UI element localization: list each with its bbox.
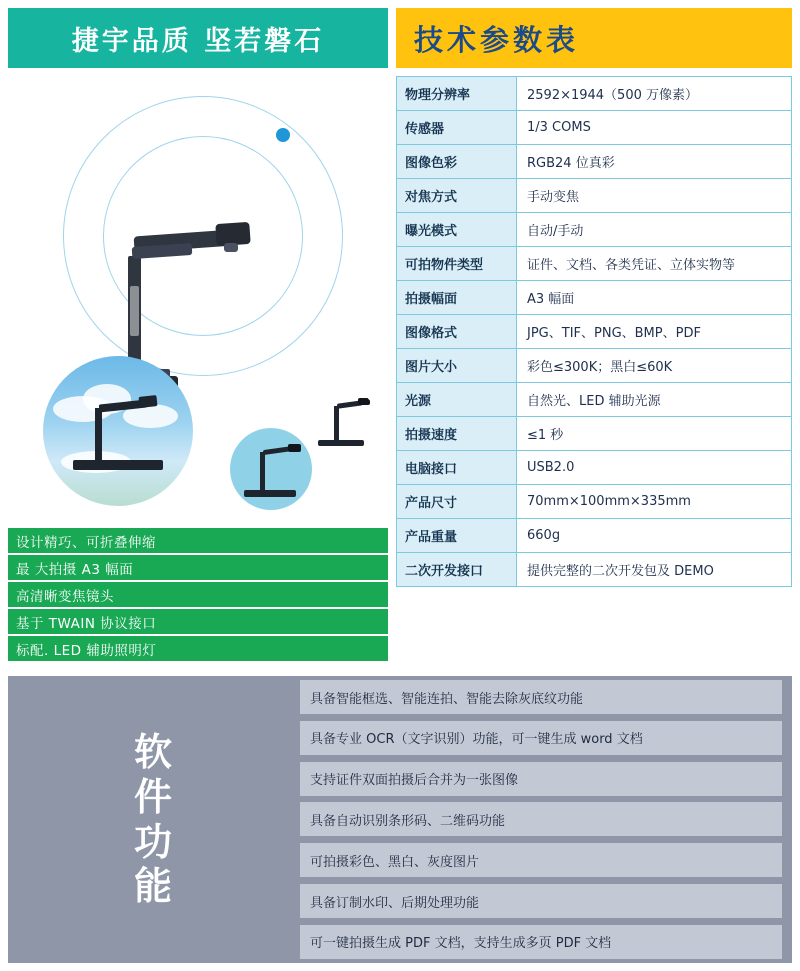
table-row [397,485,792,519]
title-char: 能 [133,864,174,909]
software-functions-section [8,676,792,963]
device-column-extension [130,286,139,336]
table-row [397,553,792,587]
spec-value: 手动变焦 [517,179,792,213]
spec-key: 图像格式 [397,315,517,349]
device-lens [224,243,238,252]
title-char: 件 [133,774,174,819]
spec-value: 证件、文档、各类凭证、立体实物等 [517,247,792,281]
spec-key: 电脑接口 [397,451,517,485]
table-row [397,179,792,213]
list-item: 具备智能框选、智能连拍、智能去除灰底纹功能 [300,680,782,714]
spec-value: USB2.0 [517,451,792,485]
mini-device-base [73,460,163,470]
software-functions-list [300,676,792,963]
spec-banner [396,8,792,68]
spec-value: 2592×1944（500 万像素） [517,77,792,111]
list-item: 可一键拍摄生成 PDF 文档，支持生成多页 PDF 文档 [300,925,782,959]
table-row [397,451,792,485]
thumb2-device-column [334,406,339,441]
mini-device-head [138,395,157,408]
spec-value: JPG、TIF、PNG、BMP、PDF [517,315,792,349]
brand-banner [8,8,388,68]
spec-key: 图片大小 [397,349,517,383]
spec-value: ≤1 秒 [517,417,792,451]
spec-value: 70mm×100mm×335mm [517,485,792,519]
brand-banner-text: 捷宇品质 坚若磐石 [71,25,325,57]
thumb2-device-base [318,440,364,446]
spec-key: 产品重量 [397,519,517,553]
title-char: 软 [133,729,174,774]
list-item: 可拍摄彩色、黑白、灰度图片 [300,843,782,877]
device-thumbnail-circle-white [308,388,378,458]
table-row [397,383,792,417]
product-image-panel [8,76,388,516]
table-row [397,349,792,383]
list-item: 具备专业 OCR（文字识别）功能，可一键生成 word 文档 [300,721,782,755]
spec-value: RGB24 位真彩 [517,145,792,179]
table-row [397,77,792,111]
spec-key: 可拍物件类型 [397,247,517,281]
spec-key: 传感器 [397,111,517,145]
spec-banner-text: 技术参数表 [414,22,580,57]
thumb-device-column [260,452,265,491]
spec-value: 自然光、LED 辅助光源 [517,383,792,417]
table-row [397,281,792,315]
spec-value: A3 幅面 [517,281,792,315]
table-row [397,519,792,553]
table-row [397,111,792,145]
spec-key: 曝光模式 [397,213,517,247]
feature-item: 基于 TWAIN 协议接口 [8,609,388,634]
table-row [397,315,792,349]
spec-key: 对焦方式 [397,179,517,213]
feature-item: 标配. LED 辅助照明灯 [8,636,388,661]
spec-key: 物理分辨率 [397,77,517,111]
device-thumbnail-circle-blue [230,428,312,510]
spec-key: 拍摄速度 [397,417,517,451]
spec-value: 彩色≤300K；黑白≤60K [517,349,792,383]
mini-device-column [95,408,102,462]
thumb2-device-head [358,398,370,405]
spec-key: 产品尺寸 [397,485,517,519]
table-row [397,213,792,247]
thumb-device-base [244,490,296,497]
title-char: 功 [133,819,174,864]
spec-key: 拍摄幅面 [397,281,517,315]
spec-key: 二次开发接口 [397,553,517,587]
software-functions-title [8,676,300,963]
feature-item: 最 大拍摄 A3 幅面 [8,555,388,580]
feature-item: 高清晰变焦镜头 [8,582,388,607]
spec-value: 自动/手动 [517,213,792,247]
table-row [397,247,792,281]
spec-key: 图像色彩 [397,145,517,179]
specification-table [396,76,792,587]
sky-photo-circle [43,356,193,506]
list-item: 支持证件双面拍摄后合并为一张图像 [300,762,782,796]
table-row [397,145,792,179]
thumb-device-head [288,444,301,452]
spec-value: 660g [517,519,792,553]
decorative-dot [276,128,290,142]
list-item: 具备订制水印、后期处理功能 [300,884,782,918]
feature-list [8,528,388,663]
spec-value: 1/3 COMS [517,111,792,145]
spec-value: 提供完整的二次开发包及 DEMO [517,553,792,587]
spec-key: 光源 [397,383,517,417]
list-item: 具备自动识别条形码、二维码功能 [300,802,782,836]
table-row [397,417,792,451]
feature-item: 设计精巧、可折叠伸缩 [8,528,388,553]
